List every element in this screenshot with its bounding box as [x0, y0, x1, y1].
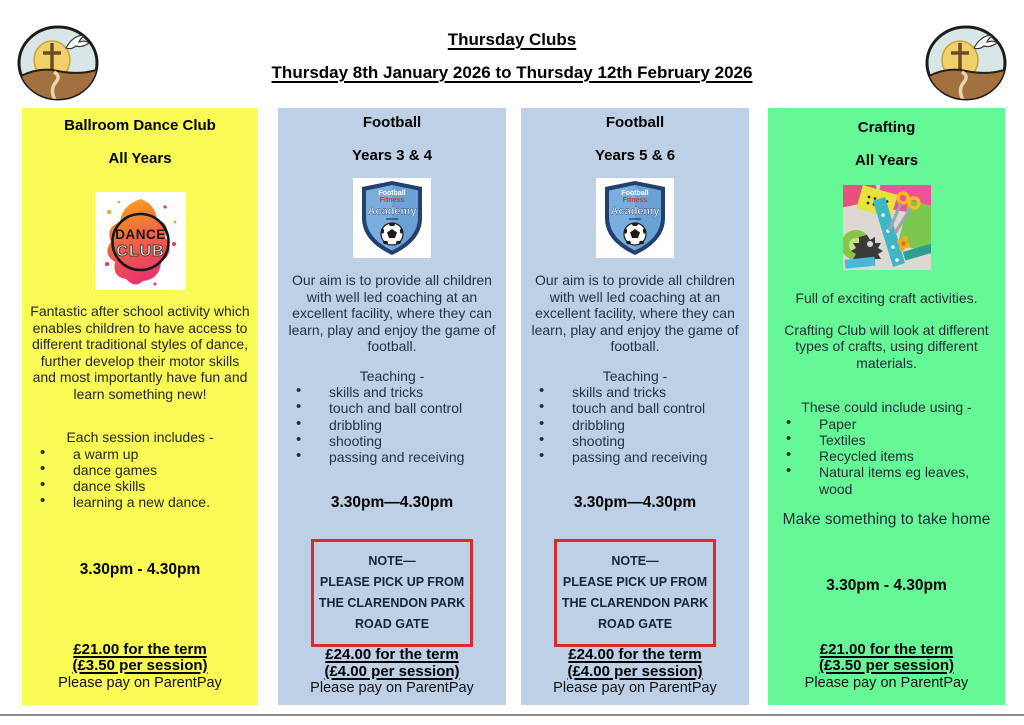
- club-description: Our aim is to provide all children with well led coaching at an excellent facility, where they can learn, play and enjoy the game of football.: [531, 272, 739, 354]
- club-title: Crafting: [857, 119, 916, 136]
- list-item: • Recycled items: [774, 448, 999, 464]
- club-title: Ballroom Dance Club: [64, 117, 216, 134]
- pay-note: Please pay on ParentPay: [804, 674, 969, 691]
- list-item: • passing and receiving: [284, 449, 500, 465]
- list-item: • passing and receiving: [527, 449, 743, 465]
- list-item: • touch and ball control: [527, 400, 743, 416]
- club-description: Full of exciting craft activities.: [795, 290, 978, 306]
- list-item: • touch and ball control: [284, 400, 500, 416]
- note-line: PLEASE PICK UP FROM: [562, 575, 708, 590]
- note-line: PLEASE PICK UP FROM: [319, 575, 465, 590]
- list-item: • skills and tricks: [284, 384, 500, 400]
- header: [0, 30, 1024, 83]
- take-home-note: Make something to take home: [782, 510, 991, 528]
- pickup-note-box: [311, 539, 473, 647]
- list-item: • shooting: [527, 433, 743, 449]
- dance-club-logo: [95, 192, 186, 290]
- list-item: • dribbling: [284, 417, 500, 433]
- price-session: (£4.00 per session): [324, 662, 460, 680]
- craft-supplies-photo: [843, 185, 931, 270]
- session-time: 3.30pm - 4.30pm: [826, 576, 947, 594]
- note-line: ROAD GATE: [354, 617, 430, 632]
- football-academy-logo: [353, 178, 431, 258]
- club-description: Our aim is to provide all children with well led coaching at an excellent facility, where they can learn, play and enjoy the game of football.: [288, 272, 496, 354]
- list-item: • learning a new dance.: [28, 494, 252, 510]
- ffa-word-fitness: Fitness: [379, 197, 405, 204]
- list-intro: Teaching -: [359, 367, 425, 384]
- page-title: Thursday Clubs: [447, 30, 577, 49]
- football-y56-card: [521, 108, 749, 705]
- note-line: THE CLARENDON PARK: [561, 596, 709, 611]
- club-years: Years 3 & 4: [351, 147, 433, 164]
- price-term: £21.00 for the term: [819, 640, 954, 658]
- price-session: (£3.50 per session): [818, 657, 955, 674]
- football-academy-logo: [596, 178, 674, 258]
- note-line: THE CLARENDON PARK: [318, 596, 466, 611]
- session-includes-list: [28, 446, 252, 511]
- list-intro: Each session includes -: [66, 429, 214, 445]
- pay-note: Please pay on ParentPay: [310, 680, 474, 697]
- list-item: • Paper: [774, 416, 999, 432]
- ffa-word-fitness: Fitness: [622, 197, 648, 204]
- teaching-list: [527, 384, 743, 465]
- club-years: All Years: [108, 150, 172, 167]
- dance-logo-word-dance: DANCE: [114, 227, 166, 242]
- club-years: Years 5 & 6: [594, 147, 676, 164]
- note-line: NOTE—: [611, 554, 659, 569]
- pay-note: Please pay on ParentPay: [553, 680, 717, 697]
- ffa-word-football: Football: [378, 190, 406, 197]
- list-item: • shooting: [284, 433, 500, 449]
- crafting-card: [768, 108, 1005, 705]
- ballroom-dance-club-card: [22, 108, 258, 705]
- price-term: £24.00 for the term: [325, 646, 459, 664]
- list-intro: Teaching -: [602, 367, 668, 384]
- list-intro: These could include using -: [801, 399, 972, 415]
- football-academy-logo-icon: [353, 178, 431, 258]
- session-time: 3.30pm—4.30pm: [330, 494, 454, 512]
- list-item: • a warm up: [28, 446, 252, 462]
- club-description-2: Crafting Club will look at different types of crafts, using different materials.: [784, 321, 989, 371]
- ffa-word-academy: Academy: [367, 205, 417, 218]
- session-time: 3.30pm - 4.30pm: [79, 560, 201, 578]
- materials-list: [774, 416, 999, 497]
- craft-supplies-image: [843, 185, 931, 270]
- list-item: • dribbling: [527, 417, 743, 433]
- pickup-note-box: [554, 539, 716, 647]
- list-item: • Natural items eg leaves, wood: [774, 464, 999, 497]
- date-range: Thursday 8th January 2026 to Thursday 12th February 2026: [271, 63, 753, 82]
- price-block: [58, 642, 222, 692]
- price-term: £24.00 for the term: [568, 646, 702, 664]
- bottom-divider: [0, 714, 1024, 716]
- note-line: ROAD GATE: [597, 617, 673, 632]
- price-session: (£4.00 per session): [567, 662, 703, 680]
- price-session: (£3.50 per session): [72, 657, 208, 674]
- dance-logo-word-club: CLUB: [115, 243, 165, 260]
- club-title: Football: [362, 114, 422, 131]
- list-item: • dance games: [28, 462, 252, 478]
- club-title: Football: [605, 114, 665, 131]
- teaching-list: [284, 384, 500, 465]
- football-y34-card: [278, 108, 506, 705]
- price-term: £21.00 for the term: [73, 640, 207, 658]
- football-academy-logo-icon: [596, 178, 674, 258]
- session-time: 3.30pm—4.30pm: [573, 494, 697, 512]
- ffa-word-academy: Academy: [610, 205, 660, 218]
- list-item: • Textiles: [774, 432, 999, 448]
- ffa-word-football: Football: [621, 190, 649, 197]
- note-line: NOTE—: [368, 554, 416, 569]
- list-item: • dance skills: [28, 478, 252, 494]
- list-item: • skills and tricks: [527, 384, 743, 400]
- price-block: [553, 647, 717, 697]
- price-block: [310, 647, 474, 697]
- dance-club-logo-icon: [95, 192, 186, 290]
- club-description: Fantastic after school activity which enables children to have access to different traditional styles of dance, further develop their motor skills and most importantly have fun and learn something new!: [30, 303, 250, 402]
- price-block: [805, 642, 969, 692]
- club-years: All Years: [854, 152, 919, 169]
- pay-note: Please pay on ParentPay: [58, 674, 222, 691]
